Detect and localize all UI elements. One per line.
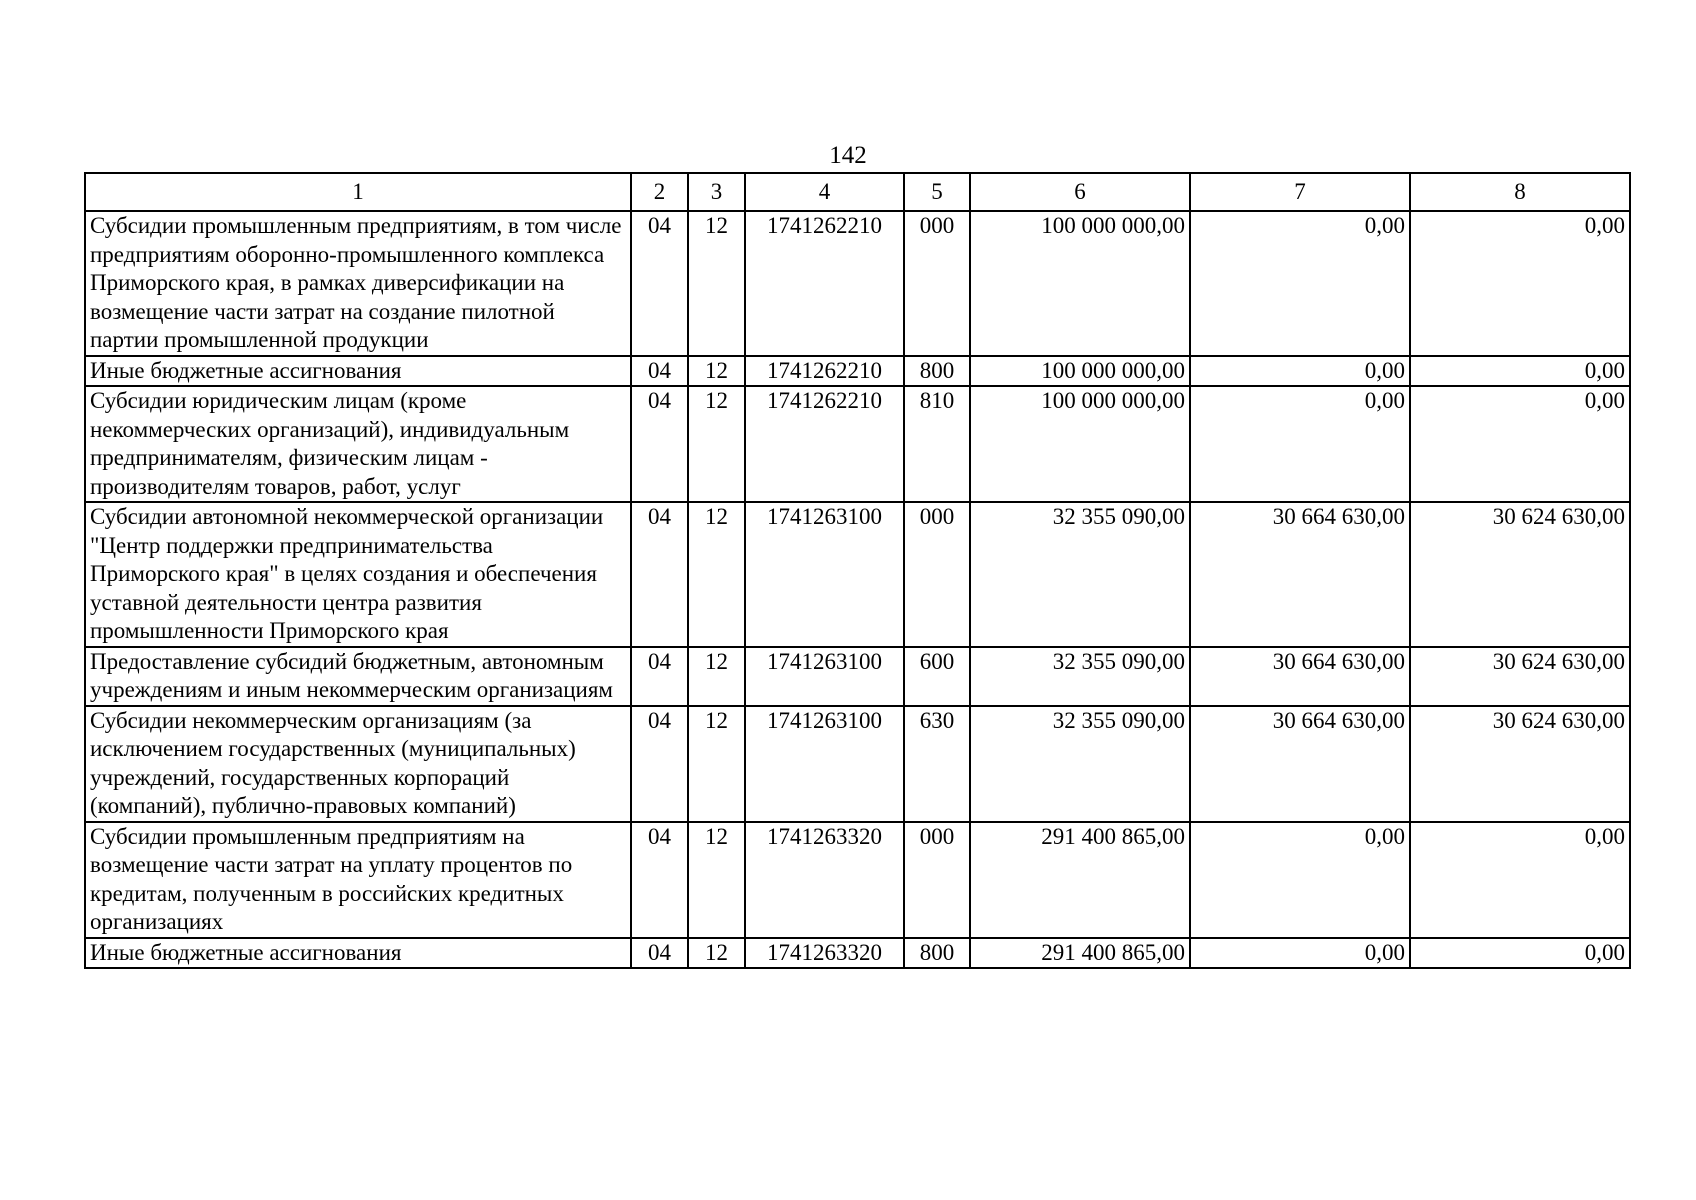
target-article-code: 1741263100 bbox=[745, 706, 904, 822]
column-header-1: 1 bbox=[85, 173, 631, 211]
row-name: Предоставление субсидий бюджетным, автономным учреждениям и иным некоммерческим организациям bbox=[85, 647, 631, 706]
table-row bbox=[85, 356, 1630, 387]
row-name: Субсидии юридическим лицам (кроме некоммерческих организаций), индивидуальным предпринимателям, физическим лицам - производителям товаров, работ, услуг bbox=[85, 386, 631, 502]
budget-table bbox=[84, 172, 1631, 969]
column-header-6: 6 bbox=[970, 173, 1190, 211]
column-header-2: 2 bbox=[631, 173, 688, 211]
expense-type-code: 000 bbox=[904, 211, 970, 356]
table-row bbox=[85, 706, 1630, 822]
section-code: 04 bbox=[631, 647, 688, 706]
amount-col-8: 30 624 630,00 bbox=[1410, 502, 1630, 647]
expense-type-code: 810 bbox=[904, 386, 970, 502]
section-code: 04 bbox=[631, 386, 688, 502]
table-row bbox=[85, 386, 1630, 502]
expense-type-code: 000 bbox=[904, 822, 970, 938]
amount-col-6: 32 355 090,00 bbox=[970, 502, 1190, 647]
row-name: Субсидии некоммерческим организациям (за исключением государственных (муниципальных) учреждений, государственных корпораций (компаний), публично-правовых компаний) bbox=[85, 706, 631, 822]
target-article-code: 1741262210 bbox=[745, 356, 904, 387]
row-name: Иные бюджетные ассигнования bbox=[85, 938, 631, 969]
target-article-code: 1741263100 bbox=[745, 647, 904, 706]
amount-col-8: 0,00 bbox=[1410, 211, 1630, 356]
table-row bbox=[85, 822, 1630, 938]
subsection-code: 12 bbox=[688, 647, 745, 706]
expense-type-code: 630 bbox=[904, 706, 970, 822]
column-header-7: 7 bbox=[1190, 173, 1410, 211]
section-code: 04 bbox=[631, 356, 688, 387]
amount-col-7: 0,00 bbox=[1190, 938, 1410, 969]
section-code: 04 bbox=[631, 211, 688, 356]
section-code: 04 bbox=[631, 706, 688, 822]
subsection-code: 12 bbox=[688, 356, 745, 387]
amount-col-7: 30 664 630,00 bbox=[1190, 647, 1410, 706]
target-article-code: 1741263100 bbox=[745, 502, 904, 647]
amount-col-6: 100 000 000,00 bbox=[970, 211, 1190, 356]
table-header-row bbox=[85, 173, 1630, 211]
table-row bbox=[85, 938, 1630, 969]
target-article-code: 1741262210 bbox=[745, 386, 904, 502]
amount-col-7: 0,00 bbox=[1190, 822, 1410, 938]
amount-col-8: 30 624 630,00 bbox=[1410, 647, 1630, 706]
amount-col-7: 0,00 bbox=[1190, 386, 1410, 502]
amount-col-6: 32 355 090,00 bbox=[970, 706, 1190, 822]
subsection-code: 12 bbox=[688, 706, 745, 822]
amount-col-7: 30 664 630,00 bbox=[1190, 502, 1410, 647]
row-name: Субсидии автономной некоммерческой организации "Центр поддержки предпринимательства Приморского края" в целях создания и обеспечения уставной деятельности центра развития промышленности Приморского края bbox=[85, 502, 631, 647]
column-header-5: 5 bbox=[904, 173, 970, 211]
section-code: 04 bbox=[631, 502, 688, 647]
column-header-8: 8 bbox=[1410, 173, 1630, 211]
target-article-code: 1741262210 bbox=[745, 211, 904, 356]
target-article-code: 1741263320 bbox=[745, 938, 904, 969]
expense-type-code: 000 bbox=[904, 502, 970, 647]
amount-col-8: 0,00 bbox=[1410, 822, 1630, 938]
target-article-code: 1741263320 bbox=[745, 822, 904, 938]
amount-col-6: 32 355 090,00 bbox=[970, 647, 1190, 706]
amount-col-7: 0,00 bbox=[1190, 211, 1410, 356]
amount-col-8: 0,00 bbox=[1410, 386, 1630, 502]
subsection-code: 12 bbox=[688, 822, 745, 938]
amount-col-6: 291 400 865,00 bbox=[970, 822, 1190, 938]
amount-col-7: 30 664 630,00 bbox=[1190, 706, 1410, 822]
expense-type-code: 600 bbox=[904, 647, 970, 706]
expense-type-code: 800 bbox=[904, 938, 970, 969]
column-header-4: 4 bbox=[745, 173, 904, 211]
row-name: Субсидии промышленным предприятиям на возмещение части затрат на уплату процентов по кредитам, полученным в российских кредитных организациях bbox=[85, 822, 631, 938]
table-row bbox=[85, 502, 1630, 647]
column-header-3: 3 bbox=[688, 173, 745, 211]
table-row bbox=[85, 211, 1630, 356]
amount-col-6: 291 400 865,00 bbox=[970, 938, 1190, 969]
row-name: Иные бюджетные ассигнования bbox=[85, 356, 631, 387]
row-name: Субсидии промышленным предприятиям, в том числе предприятиям оборонно-промышленного комплекса Приморского края, в рамках диверсификации на возмещение части затрат на создание пилотной партии промышленной продукции bbox=[85, 211, 631, 356]
subsection-code: 12 bbox=[688, 211, 745, 356]
amount-col-8: 0,00 bbox=[1410, 938, 1630, 969]
amount-col-8: 0,00 bbox=[1410, 356, 1630, 387]
expense-type-code: 800 bbox=[904, 356, 970, 387]
section-code: 04 bbox=[631, 938, 688, 969]
amount-col-6: 100 000 000,00 bbox=[970, 386, 1190, 502]
table-row bbox=[85, 647, 1630, 706]
amount-col-7: 0,00 bbox=[1190, 356, 1410, 387]
amount-col-6: 100 000 000,00 bbox=[970, 356, 1190, 387]
subsection-code: 12 bbox=[688, 502, 745, 647]
page-number: 142 bbox=[829, 142, 867, 169]
subsection-code: 12 bbox=[688, 938, 745, 969]
section-code: 04 bbox=[631, 822, 688, 938]
subsection-code: 12 bbox=[688, 386, 745, 502]
amount-col-8: 30 624 630,00 bbox=[1410, 706, 1630, 822]
